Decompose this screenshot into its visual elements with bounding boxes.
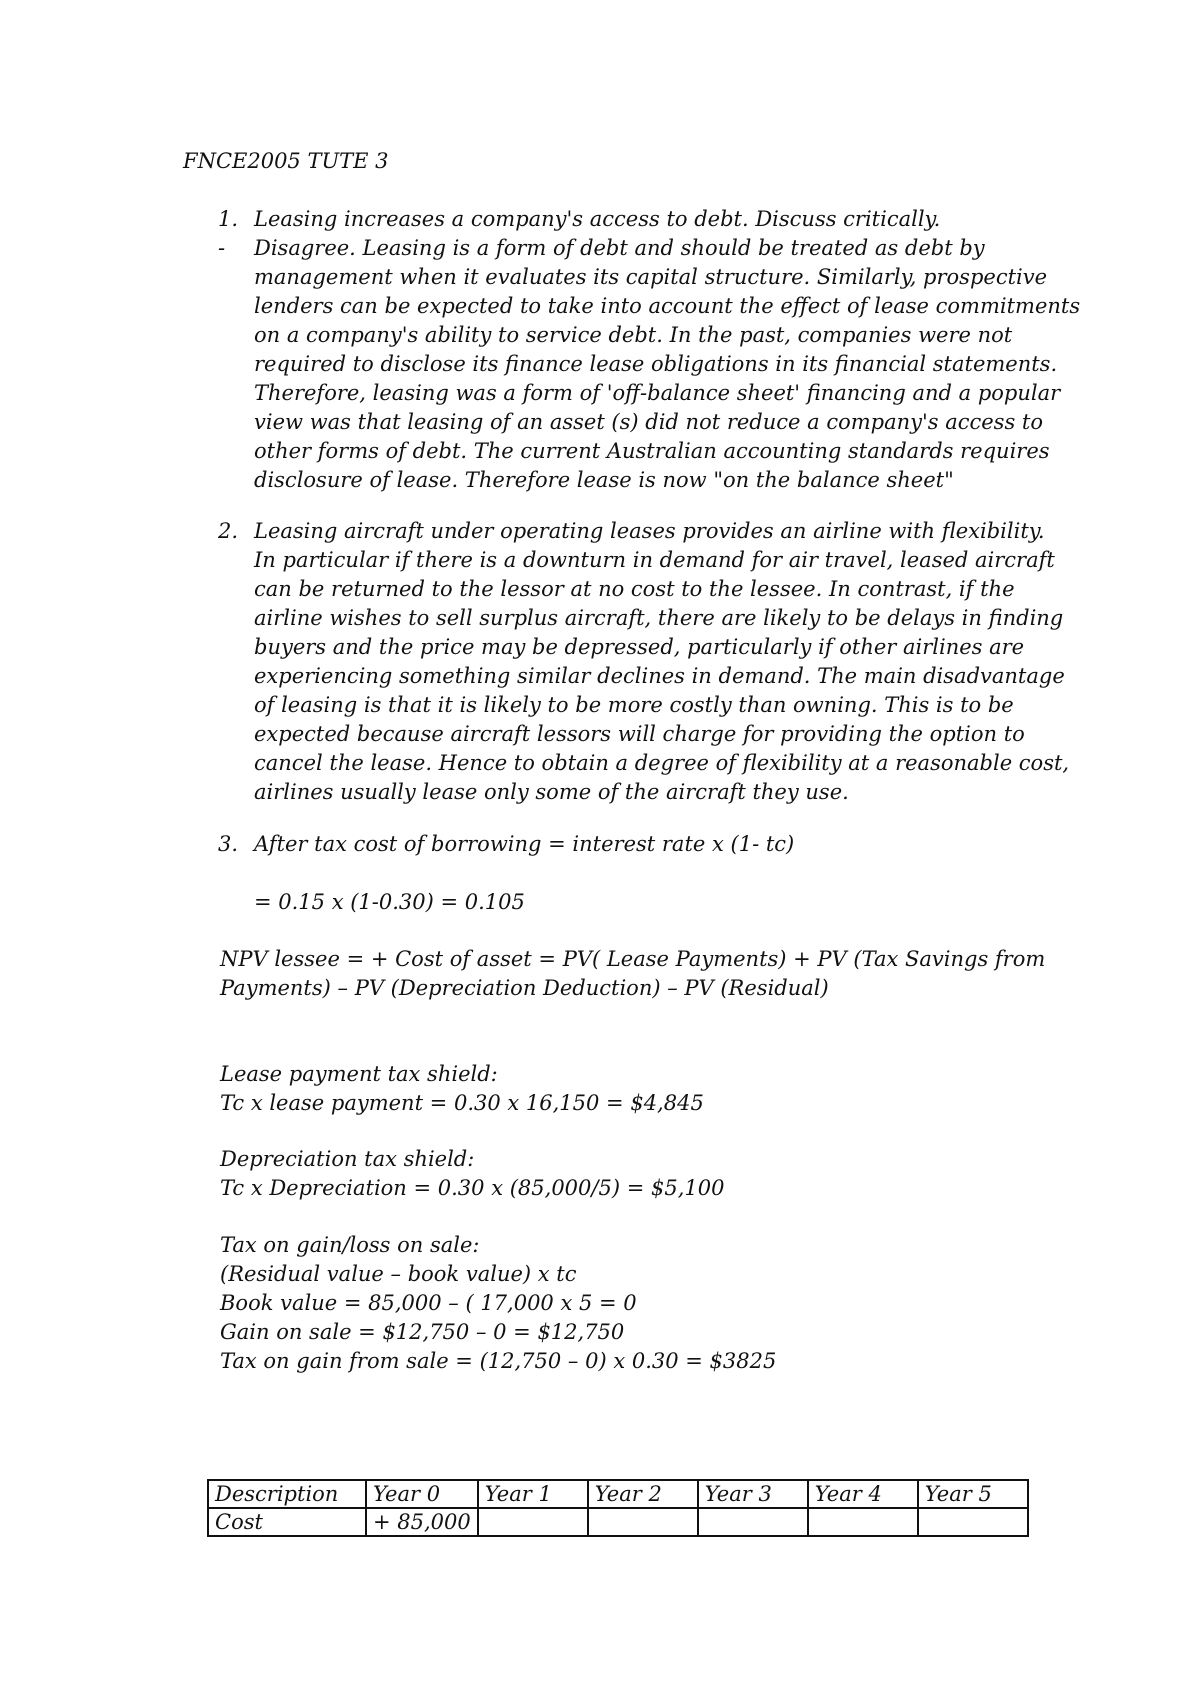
question-1-answer-lines	[254, 234, 1080, 495]
question-2-line: airline wishes to sell surplus aircraft, there are likely to be delays in finding	[254, 606, 1064, 630]
question-2-line: expected because aircraft lessors will charge for providing the option to	[254, 722, 1025, 746]
answer-line: view was that leasing of an asset (s) did not reduce a company's access to	[254, 410, 1043, 434]
table-header-cell: Year 3	[698, 1480, 808, 1508]
question-2-line: cancel the lease. Hence to obtain a degree of flexibility at a reasonable cost,	[254, 751, 1070, 775]
after-tax-cost-line: After tax cost of borrowing = interest rate x (1- tc)	[254, 832, 795, 856]
npv-lessee-formula	[220, 945, 1045, 1003]
table-header-cell: Year 0	[366, 1480, 478, 1508]
table-header-cell: Year 4	[808, 1480, 918, 1508]
answer-line: management when it evaluates its capital structure. Similarly, prospective	[254, 265, 1048, 289]
lease-payment-tax-shield	[220, 1060, 704, 1118]
question-1-text	[254, 205, 940, 234]
answer-dash: -	[218, 236, 226, 260]
answer-line: Disagree. Leasing is a form of debt and should be treated as debt by	[254, 236, 985, 260]
question-2-line: can be returned to the lessor at no cost to the lessee. In contrast, if the	[254, 577, 1015, 601]
dep-shield-heading: Depreciation tax shield:	[220, 1147, 475, 1171]
table-cell	[698, 1508, 808, 1536]
question-2-line: In particular if there is a downturn in demand for air travel, leased aircraft	[254, 548, 1055, 572]
gain-line: Tax on gain/loss on sale:	[220, 1233, 480, 1257]
gain-line: Tax on gain from sale = (12,750 – 0) x 0.30 = $3825	[220, 1349, 777, 1373]
table-cell: + 85,000	[366, 1508, 478, 1536]
table-cell	[478, 1508, 588, 1536]
lease-shield-calc: Tc x lease payment = 0.30 x 16,150 = $4,845	[220, 1091, 704, 1115]
page-title: FNCE2005 TUTE 3	[183, 149, 389, 173]
tax-on-gain-loss	[220, 1231, 776, 1376]
question-3-number: 3.	[218, 832, 239, 856]
table-header-cell: Year 2	[588, 1480, 698, 1508]
table-cell	[588, 1508, 698, 1536]
table-header-cell: Year 1	[478, 1480, 588, 1508]
dep-shield-calc: Tc x Depreciation = 0.30 x (85,000/5) = $5,100	[220, 1176, 725, 1200]
question-2-line: Leasing aircraft under operating leases provides an airline with flexibility.	[254, 519, 1045, 543]
npv-line: NPV lessee = + Cost of asset = PV( Lease Payments) + PV (Tax Savings from	[220, 947, 1046, 971]
question-2-number: 2.	[218, 519, 239, 543]
question-2-line: experiencing something similar declines in demand. The main disadvantage	[254, 664, 1065, 688]
after-tax-calc: = 0.15 x (1-0.30) = 0.105	[254, 890, 525, 914]
table-header-cell: Description	[208, 1480, 366, 1508]
answer-line: required to disclose its finance lease obligations in its financial statements.	[254, 352, 1058, 376]
question-2-line: buyers and the price may be depressed, particularly if other airlines are	[254, 635, 1025, 659]
question-1-question: Leasing increases a company's access to debt. Discuss critically.	[254, 207, 941, 231]
answer-line: Therefore, leasing was a form of 'off-balance sheet' financing and a popular	[254, 381, 1061, 405]
npv-line: Payments) – PV (Depreciation Deduction) – PV (Residual)	[220, 976, 829, 1000]
gain-line: Book value = 85,000 – ( 17,000 x 5 = 0	[220, 1291, 637, 1315]
table-header-cell: Year 5	[918, 1480, 1028, 1508]
gain-line: Gain on sale = $12,750 – 0 = $12,750	[220, 1320, 625, 1344]
cash-flow-table	[207, 1479, 1029, 1537]
depreciation-tax-shield	[220, 1145, 724, 1203]
table-row	[208, 1508, 1028, 1536]
answer-line: other forms of debt. The current Australian accounting standards requires	[254, 439, 1050, 463]
question-2-lines	[254, 517, 1069, 807]
question-2-line: airlines usually lease only some of the aircraft they use.	[254, 780, 849, 804]
answer-line: on a company's ability to service debt. In the past, companies were not	[254, 323, 1013, 347]
question-1-number: 1.	[218, 207, 239, 231]
gain-line: (Residual value – book value) x tc	[220, 1262, 577, 1286]
question-2-line: of leasing is that it is likely to be more costly than owning. This is to be	[254, 693, 1014, 717]
answer-line: disclosure of lease. Therefore lease is now "on the balance sheet"	[254, 468, 954, 492]
table-cell	[808, 1508, 918, 1536]
table-cell: Cost	[208, 1508, 366, 1536]
answer-line: lenders can be expected to take into account the effect of lease commitments	[254, 294, 1081, 318]
table-header-row	[208, 1480, 1028, 1508]
table-cell	[918, 1508, 1028, 1536]
lease-shield-heading: Lease payment tax shield:	[220, 1062, 498, 1086]
question-3-lines	[254, 830, 794, 859]
